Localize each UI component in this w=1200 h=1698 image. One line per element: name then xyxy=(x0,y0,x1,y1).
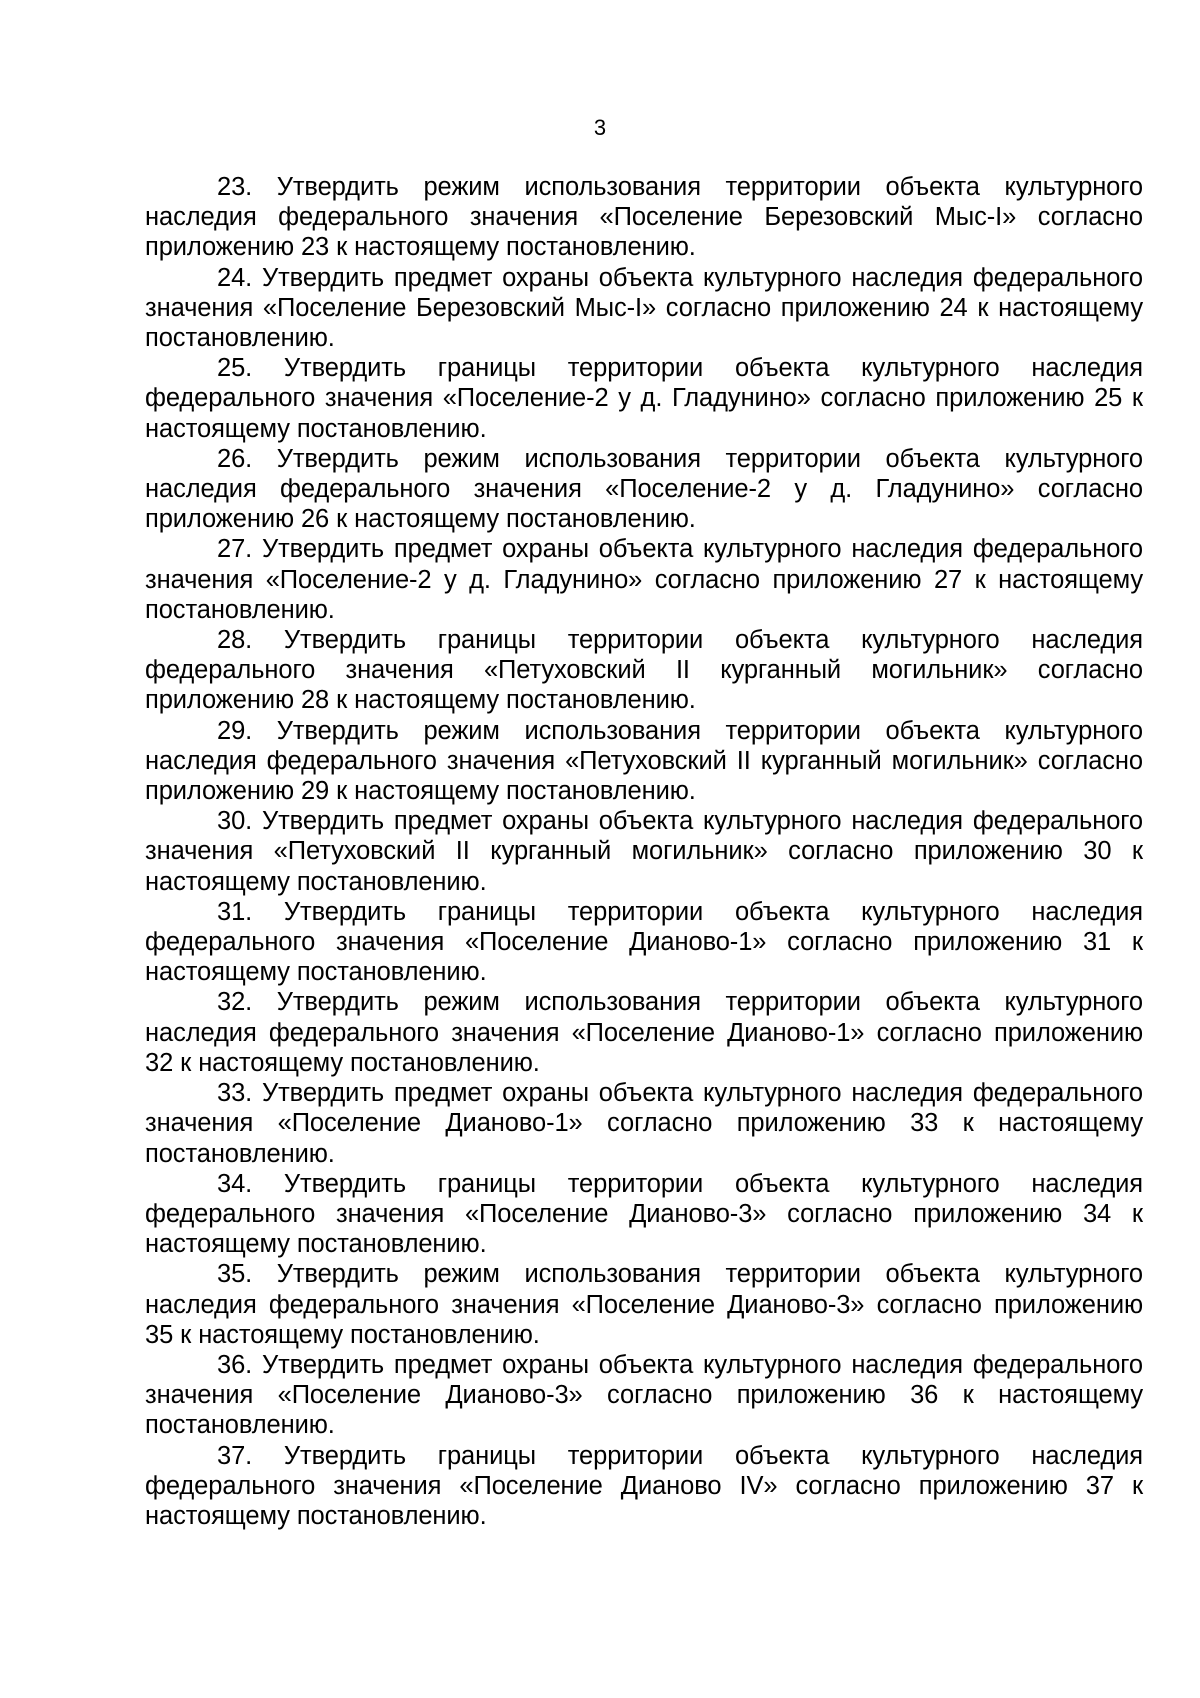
clause-27: 27. Утвердить предмет охраны объекта культурного наследия федерального значения «Поселение-2 у д. Гладунино» согласно приложению 27 к настоящему постановлению. xyxy=(145,535,1143,624)
clause-29: 29. Утвердить режим использования территории объекта культурного наследия федерального значения «Петуховский II курганный могильник» согласно приложению 29 к настоящему постановлению. xyxy=(145,716,1143,806)
clause-37: 37. Утвердить границы территории объекта культурного наследия федерального значения «Поселение Дианово IV» согласно приложению 37 к настоящему постановлению. xyxy=(145,1441,1143,1530)
clause-24: 24. Утвердить предмет охраны объекта культурного наследия федерального значения «Поселение Березовский Мыс-I» согласно приложению 24 к настоящему постановлению. xyxy=(145,263,1143,353)
clause-25: 25. Утвердить границы территории объекта культурного наследия федерального значения «Поселение-2 у д. Гладунино» согласно приложению 25 к настоящему постановлению. xyxy=(145,354,1143,443)
clause-32: 32. Утвердить режим использования территории объекта культурного наследия федерального значения «Поселение Дианово-1» согласно приложению 32 к настоящему постановлению. xyxy=(145,988,1143,1077)
page-number: 3 xyxy=(593,115,607,140)
clause-28: 28. Утвердить границы территории объекта культурного наследия федерального значения «Петуховский II курганный могильник» согласно приложению 28 к настоящему постановлению. xyxy=(145,626,1143,715)
clause-30: 30. Утвердить предмет охраны объекта культурного наследия федерального значения «Петуховский II курганный могильник» согласно приложению 30 к настоящему постановлению. xyxy=(145,807,1143,896)
clause-35: 35. Утвердить режим использования территории объекта культурного наследия федерального значения «Поселение Дианово-3» согласно приложению 35 к настоящему постановлению. xyxy=(145,1260,1143,1349)
document-body xyxy=(145,172,1143,1531)
clause-34: 34. Утвердить границы территории объекта культурного наследия федерального значения «Поселение Дианово-3» согласно приложению 34 к настоящему постановлению. xyxy=(145,1169,1143,1259)
clause-36: 36. Утвердить предмет охраны объекта культурного наследия федерального значения «Поселение Дианово-3» согласно приложению 36 к настоящему постановлению. xyxy=(145,1350,1143,1440)
clause-26: 26. Утвердить режим использования территории объекта культурного наследия федерального значения «Поселение-2 у д. Гладунино» согласно приложению 26 к настоящему постановлению. xyxy=(145,444,1143,534)
clause-23: 23. Утвердить режим использования территории объекта культурного наследия федерального значения «Поселение Березовский Мыс-I» согласно приложению 23 к настоящему постановлению. xyxy=(145,173,1143,262)
clause-31: 31. Утвердить границы территории объекта культурного наследия федерального значения «Поселение Дианово-1» согласно приложению 31 к настоящему постановлению. xyxy=(145,897,1143,987)
clause-33: 33. Утвердить предмет охраны объекта культурного наследия федерального значения «Поселение Дианово-1» согласно приложению 33 к настоящему постановлению. xyxy=(145,1079,1143,1168)
